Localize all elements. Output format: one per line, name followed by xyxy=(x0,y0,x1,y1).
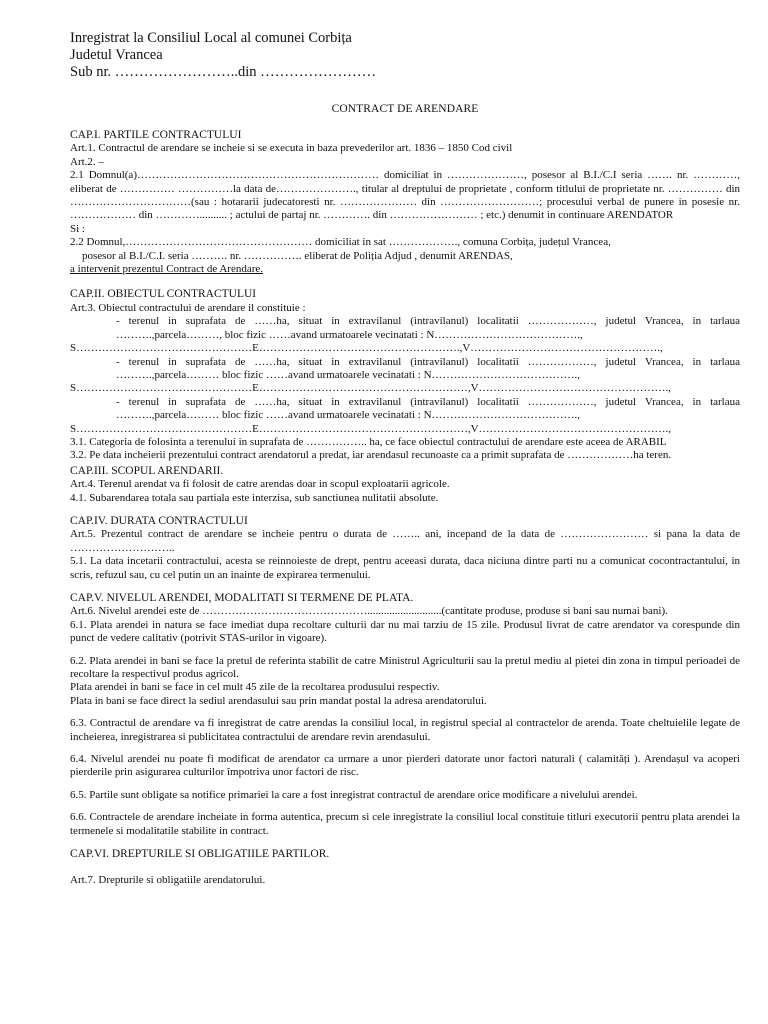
paragraph-2-1: 2.1 Domnul(a)………………………………………………………… domiciliat in …………………, posesor al B.I./C.I seria ……. nr. …………, eliberat de …………… ……………la data de…………………., titular al dreptului de proprietate , conform titlului de proprietate nr. …………… din ……………………………(sau : hotararii judecatoresti nr. ………………… din ………………………; procesului verbal de punere in posesie nr. ……………… din ………….......... ; actului de partaj nr. …………. din …………………… ; etc.) denumit in continuare ARENDATOR xyxy=(70,169,740,222)
paragraph-3-1: 3.1. Categoria de folosinta a terenului in suprafata de …………….. ha, ce face obiectul contractului de arendare este aceea de ARABIL xyxy=(70,435,667,448)
paragraph-2-2-line3: a intervenit prezentul Contract de Arendare. xyxy=(70,263,264,276)
registration-header xyxy=(70,30,740,81)
paragraph-6-4: 6.4. Nivelul arendei nu poate fi modificat de arendator ca urmare a unor pierderi datorate unor factori naturali ( calamități ). Arendașul va acoperi pierderile prin asigurarea culturilor împotriva unor factori de risc. xyxy=(70,753,740,779)
article-6: Art.6. Nivelul arendei este de ………………………………………...........................(cantitate produse, produse si bani sau numai bani). xyxy=(70,605,668,618)
article-2: Art.2. – xyxy=(70,155,104,168)
paragraph-6-3: 6.3. Contractul de arendare va fi inregistrat de catre arendas la consiliul local, in registrul special al contractelor de arenda. Toate cheltuielile legate de incheierea, inregistrarea si publicitatea contractului de arendare revin arendasului. xyxy=(70,717,740,743)
chapter-2-heading: CAP.II. OBIECTUL CONTRACTULUI xyxy=(70,288,257,301)
land-parcel-2: - terenul in suprafata de ……ha, situat in extravilanul (intravilanul) localitatii ………………, judetul Vrancea, in tarlaua ……….,parcela……… bloc fizic ……avand urmatoarele vecinatati : N…………………………………., xyxy=(116,355,740,381)
chapter-5-heading: CAP.V. NIVELUL ARENDEI, MODALITATI SI TERMENE DE PLATA. xyxy=(70,592,414,604)
paragraph-2-2-line2: posesor al B.I./C.I. seria ………. nr. ……………. eliberat de Poliția Adjud , denumit ARENDAS, xyxy=(82,249,513,262)
land-parcel-3-neighbors: S…………………………………………E…………………………………………………,V……………………………………………., xyxy=(70,422,672,435)
header-county-line: Judetul Vrancea xyxy=(70,47,163,63)
si-connector: Si : xyxy=(70,222,85,235)
chapter-3-heading: CAP.III. SCOPUL ARENDARII. xyxy=(70,464,224,477)
article-7: Art.7. Drepturile si obligatiile arendatorului. xyxy=(70,873,266,886)
chapter-1-heading: CAP.I. PARTILE CONTRACTULUI xyxy=(70,129,242,141)
paragraph-6-2-term: Plata arendei in bani se face in cel mult 45 zile de la recoltarea produsului respectiv. xyxy=(70,681,440,694)
header-number-line: Sub nr. ……………………..din …………………… xyxy=(70,64,377,80)
paragraph-4-1: 4.1. Subarendarea totala sau partiala este interzisa, sub sanctiunea nulitatii absolute. xyxy=(70,491,439,504)
paragraph-2-2-line1: 2.2 Domnul,…………………………………………… domiciliat in sat ………………., comuna Corbița, județul Vrancea, xyxy=(70,236,611,249)
article-5: Art.5. Prezentul contract de arendare se incheie pentru o durata de …….. ani, incepand de la data de …………………… si pana la data de ……………………….. xyxy=(70,528,740,554)
paragraph-6-1: 6.1. Plata arendei in natura se face imediat dupa recoltare culturii dar nu mai tarziu de 15 zile. Produsul livrat de catre arendator va corespunde din punct de vedere calitativ (potrivit STAS-urilor in vigoare). xyxy=(70,618,740,645)
paragraph-6-5: 6.5. Partile sunt obligate sa notifice primariei la care a fost inregistrat contractul de arendare orice modificare a nivelului arendei. xyxy=(70,788,638,801)
chapter-6-heading: CAP.VI. DREPTURILE SI OBLIGATIILE PARTILOR. xyxy=(70,848,330,861)
chapter-4-heading: CAP.IV. DURATA CONTRACTULUI xyxy=(70,514,248,527)
paragraph-3-2: 3.2. Pe data incheierii prezentului contract arendatorul a predat, iar arendasul recunoaste ca a primit suprafata de ………………ha teren. xyxy=(70,449,672,462)
header-council-line: Inregistrat la Consiliul Local al comunei Corbița xyxy=(70,30,352,46)
article-4: Art.4. Terenul arendat va fi folosit de catre arendas doar in scopul exploatarii agricole. xyxy=(70,478,450,491)
land-parcel-2-neighbors: S…………………………………………E…………………………………………………,V……………………………………………., xyxy=(70,382,672,395)
paragraph-6-2-place: Plata in bani se face direct la sediul arendasului sau prin mandat postal la adresa arendatorului. xyxy=(70,694,487,707)
paragraph-6-2: 6.2. Plata arendei in bani se face la pretul de referinta stabilit de catre Ministrul Agriculturii sau la pretul mediu al pietei din zona in timpul perioadei de recoltare la respectivul produs agricol. xyxy=(70,654,740,681)
article-3: Art.3. Obiectul contractului de arendare il constituie : xyxy=(70,301,306,314)
paragraph-6-6: 6.6. Contractele de arendare incheiate in forma autentica, precum si cele inregistrate la consiliul local constituie titluri executorii pentru plata arendei la termenele si modalitatile stabilite in contract. xyxy=(70,811,740,837)
land-parcel-1-neighbors: S…………………………………………E……………………………………………….,V……………………………………………., xyxy=(70,342,663,355)
land-parcel-3: - terenul in suprafata de ……ha, situat in extravilanul (intravilanul) localitatii ………………, judetul Vrancea, in tarlaua ……….,parcela……… bloc fizic ……avand urmatoarele vecinatati : N…………………………………., xyxy=(116,395,740,422)
paragraph-5-1: 5.1. La data incetarii contractului, acesta se reinnoieste de drept, pentru aceeasi durata, daca niciuna dintre parti nu a comunicat cocontractantului, in scris, refuzul sau, cu cel putin un an inainte de expirarea termenului. xyxy=(70,555,740,581)
land-parcel-1: - terenul in suprafata de ……ha, situat in extravilanul (intravilanul) localitatii ………………, judetul Vrancea, in tarlaua ……….,parcela………, bloc fizic ……avand urmatoarele vecinatati : N…………………………………., xyxy=(116,315,740,341)
article-1: Art.1. Contractul de arendare se incheie si se executa in baza prevederilor art. 1836 – 1850 Cod civil xyxy=(70,142,513,155)
document-title: CONTRACT DE ARENDARE xyxy=(331,103,479,115)
